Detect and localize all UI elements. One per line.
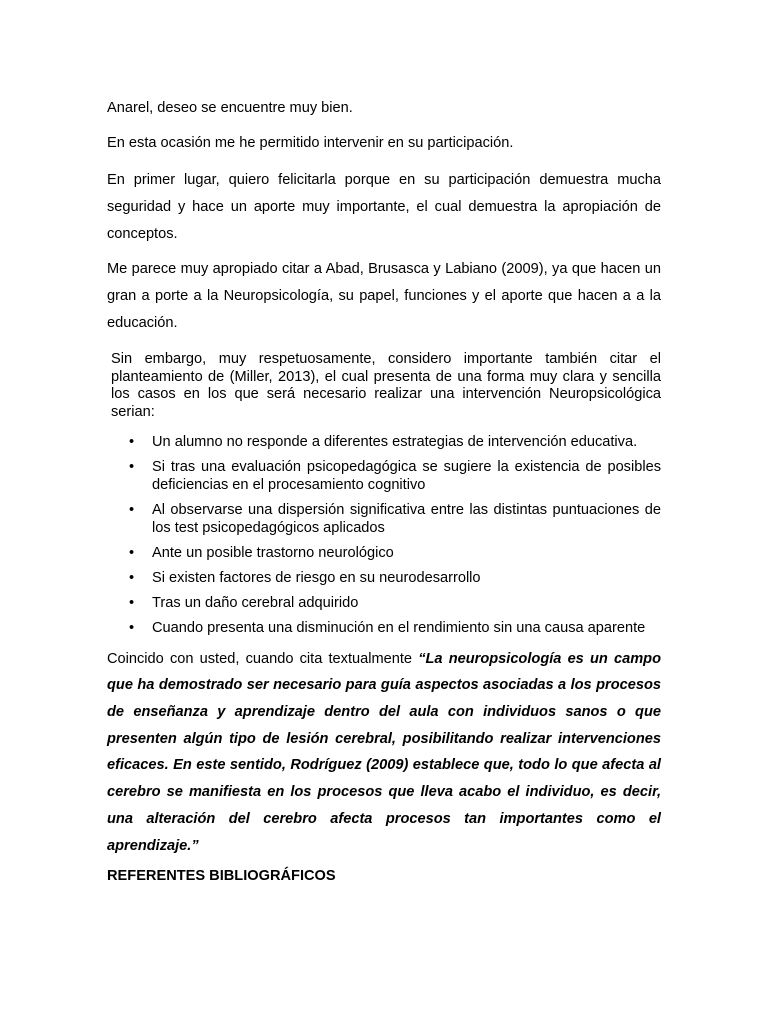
criteria-list-item: [107, 595, 661, 613]
criteria-item-text: Al observarse una dispersión significativa entre las distintas puntuaciones de los test psicopedagógicos aplicados: [152, 501, 661, 536]
criteria-item-text: Si existen factores de riesgo en su neurodesarrollo: [152, 570, 481, 587]
quoted-citation: “La neuropsicología es un campo que ha demostrado ser necesario para guía aspectos asociadas a los procesos de enseñanza y aprendizaje dentro del aula con individuos sanos o que presenten algún tipo de lesión cerebral, posibilitando realizar intervenciones eficaces. En este sentido, Rodríguez (2009) establece que, todo lo que afecta al cerebro se manifiesta en los procesos que lleva acabo el individuo, es decir, una alteración del cerebro afecta procesos tan importantes como el aprendizaje.”: [107, 650, 661, 854]
bullet-icon: •: [129, 544, 135, 561]
congrats-paragraph: En primer lugar, quiero felicitarla porque en su participación demuestra mucha seguridad y hace un aporte muy importante, el cual demuestra la apropiación de conceptos.: [107, 172, 661, 242]
criteria-list-item: [107, 620, 661, 638]
criteria-item-text: Si tras una evaluación psicopedagógica se sugiere la existencia de posibles deficiencias en el procesamiento cognitivo: [152, 459, 661, 493]
miller-paragraph: Sin embargo, muy respetuosamente, considero importante también citar el planteamiento de (Miller, 2013), el cual presenta de una forma muy clara y sencilla los casos en los que será necesario realizar una intervención Neuropsicológica serian:: [111, 351, 661, 421]
bullet-icon: •: [129, 459, 135, 476]
greeting-paragraph: Anarel, deseo se encuentre muy bien.: [107, 100, 353, 116]
criteria-item-text: Cuando presenta una disminución en el rendimiento sin una causa aparente: [152, 620, 646, 637]
bullet-icon: •: [129, 595, 135, 612]
criteria-item-text: Un alumno no responde a diferentes estrategias de intervención educativa.: [152, 433, 638, 450]
criteria-list-item: [107, 459, 661, 494]
criteria-item-text: Ante un posible trastorno neurológico: [152, 544, 394, 561]
quote-lead-text: Coincido con usted, cuando cita textualmente: [107, 650, 419, 667]
criteria-item-text: Tras un daño cerebral adquirido: [152, 595, 359, 612]
bullet-icon: •: [129, 620, 135, 637]
references-heading: REFERENTES BIBLIOGRÁFICOS: [107, 868, 336, 885]
opinion-paragraph: Me parece muy apropiado citar a Abad, Brusasca y Labiano (2009), ya que hacen un gran a porte a la Neuropsicología, su papel, funciones y el aporte que hacen a a la educación.: [107, 261, 661, 331]
bullet-icon: •: [129, 501, 135, 518]
criteria-list-item: [107, 502, 661, 537]
bullet-icon: •: [129, 433, 135, 450]
document-body: [107, 98, 661, 886]
criteria-list: [107, 434, 661, 638]
intro-paragraph: En esta ocasión me he permitido intervenir en su participación.: [107, 135, 514, 151]
criteria-list-item: [107, 545, 661, 563]
criteria-list-item: [107, 434, 661, 452]
quote-paragraph: [107, 646, 661, 860]
bullet-icon: •: [129, 570, 135, 587]
criteria-list-item: [107, 570, 661, 588]
